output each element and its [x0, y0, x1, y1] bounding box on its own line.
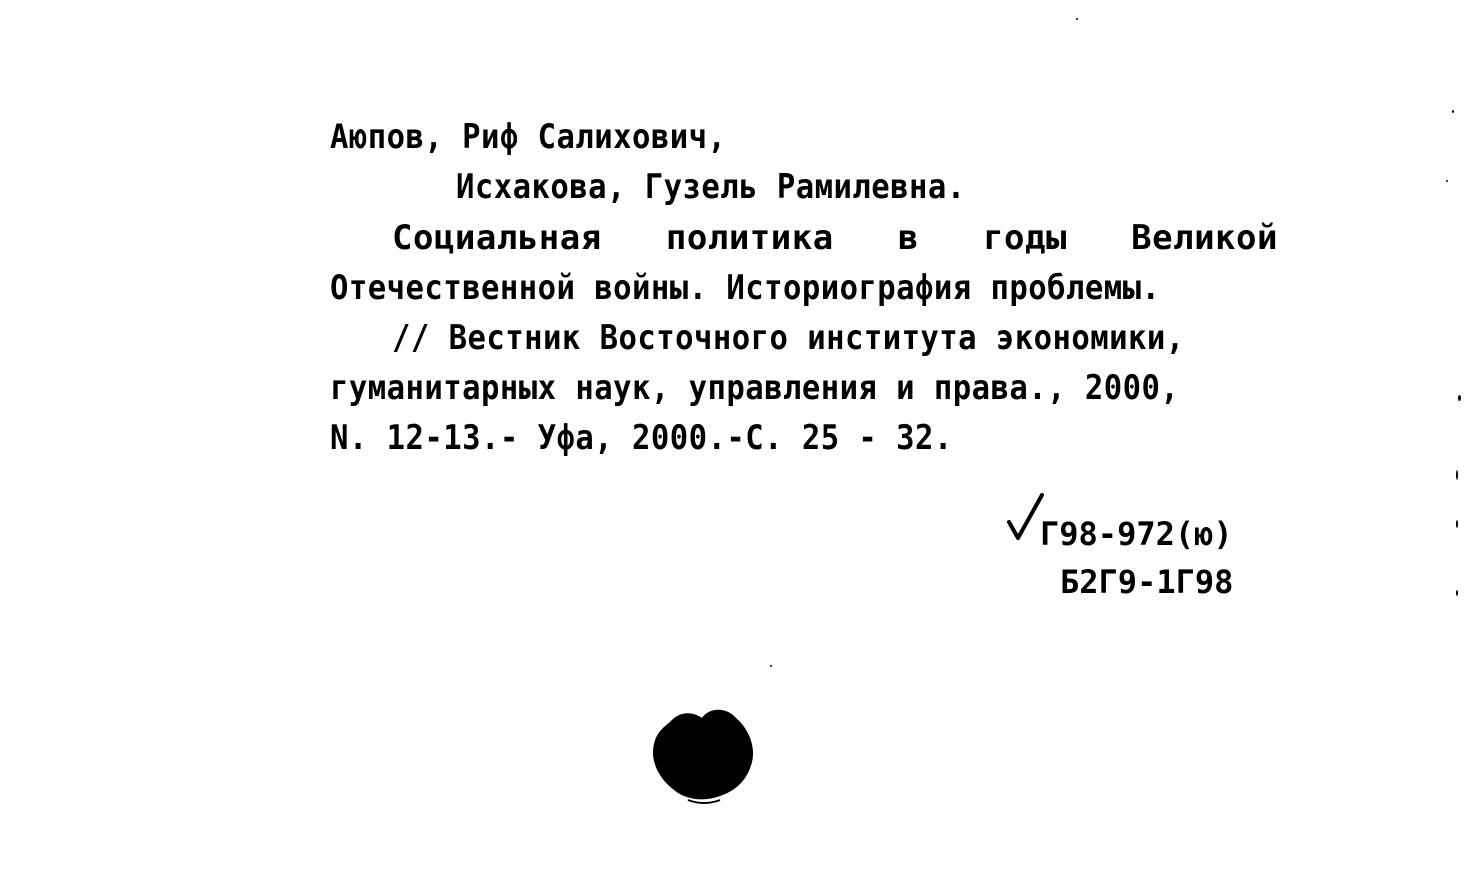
title-word: Социальная: [392, 218, 602, 258]
source-line-3: N. 12-13.- Уфа, 2000.-С. 25 - 32.: [330, 418, 953, 458]
title-line-2: Отечественной войны. Историография проблемы.: [330, 268, 1161, 308]
title-word: в: [897, 218, 919, 258]
title-word: годы: [983, 218, 1067, 258]
shelf-mark-line-2: Б2Г9-1Г98: [1060, 563, 1234, 601]
scan-speck: [1458, 395, 1461, 401]
scan-speck: [1076, 18, 1078, 20]
author-secondary: Исхакова, Гузель Рамилевна.: [456, 167, 966, 207]
author-primary: Аюпов, Риф Салихович,: [330, 117, 727, 157]
title-word: Великой: [1131, 218, 1278, 258]
scan-speck: [770, 665, 772, 667]
source-line-1: // Вестник Восточного института экономики,: [392, 318, 1185, 358]
scan-speck: [1456, 470, 1458, 480]
shelf-mark-line-1: Г98-972(ю): [1040, 515, 1233, 553]
punch-hole-icon: [650, 704, 756, 806]
scan-speck: [1456, 590, 1458, 596]
title-word: политика: [665, 218, 834, 258]
title-line-1: [392, 218, 1278, 258]
scan-speck: [1456, 520, 1458, 528]
scan-speck: [1452, 110, 1454, 113]
scan-speck: [1446, 180, 1448, 182]
source-line-2: гуманитарных наук, управления и права., 2000,: [330, 368, 1180, 408]
